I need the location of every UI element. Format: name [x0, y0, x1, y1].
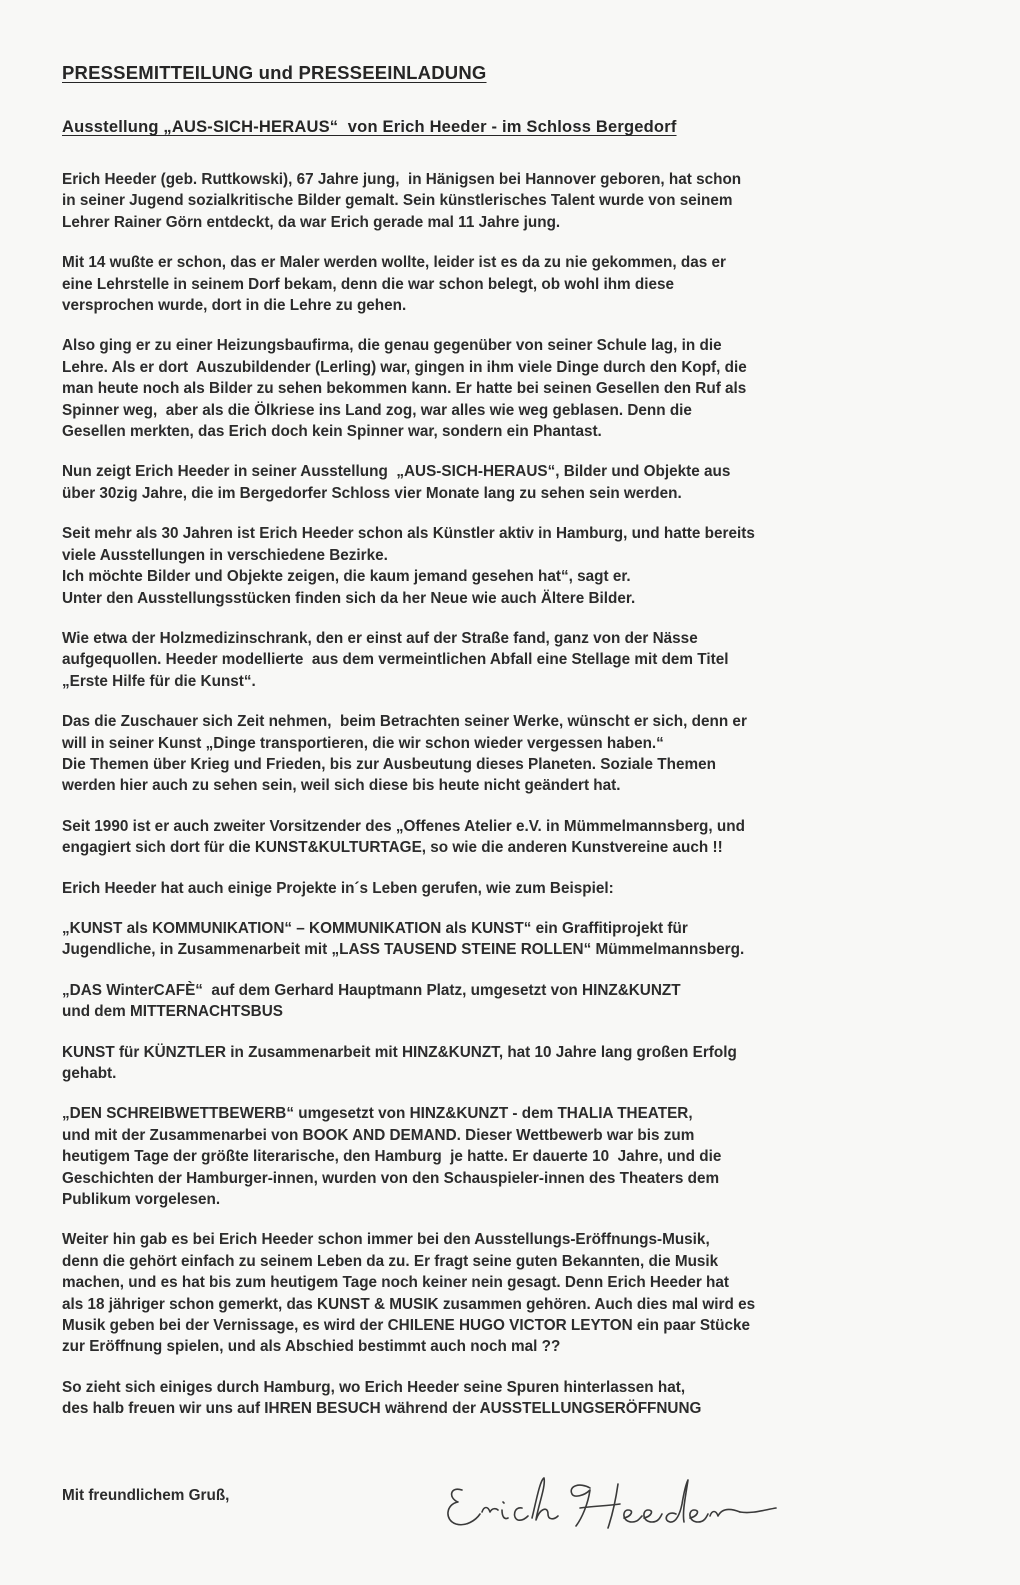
paragraph-line: Spinner weg, aber als die Ölkriese ins Land zog, war alles wie weg geblasen. Denn die [62, 401, 692, 419]
paragraph-line: viele Ausstellungen in verschiedene Bezirke. [62, 546, 388, 564]
paragraph-line: „DAS WinterCAFÈ“ auf dem Gerhard Hauptmann Platz, umgesetzt von HINZ&KUNZT [62, 981, 681, 999]
handwritten-signature [440, 1468, 800, 1548]
paragraph-line: So zieht sich einiges durch Hamburg, wo Erich Heeder seine Spuren hinterlassen hat, [62, 1378, 686, 1396]
paragraph-line: Weiter hin gab es bei Erich Heeder schon immer bei den Ausstellungs-Eröffnungs-Musik, [62, 1231, 710, 1249]
paragraph-line: des halb freuen wir uns auf IHREN BESUCH während der AUSSTELLUNGSERÖFFNUNG [62, 1400, 702, 1418]
paragraph [62, 980, 962, 1023]
paragraph [62, 461, 962, 504]
paragraph-line: Musik geben bei der Vernissage, es wird der CHILENE HUGO VICTOR LEYTON ein paar Stücke [62, 1317, 750, 1335]
paragraph-line: Lehre. Als er dort Auszubildender (Lerling) war, gingen in ihm viele Dinge durch den Kopf, die [62, 358, 747, 376]
paragraph-line: machen, und es hat bis zum heutigem Tage noch keiner nein gesagt. Denn Erich Heeder hat [62, 1274, 729, 1292]
paragraph-line: Seit 1990 ist er auch zweiter Vorsitzender des „Offenes Atelier e.V. in Mümmelmannsberg, und [62, 817, 745, 835]
paragraph-line: Ich möchte Bilder und Objekte zeigen, die kaum jemand gesehen hat“, sagt er. [62, 568, 631, 586]
paragraph-line: aufgequollen. Heeder modellierte aus dem vermeintlichen Abfall eine Stellage mit dem Titel [62, 651, 729, 669]
paragraph-line: „DEN SCHREIBWETTBEWERB“ umgesetzt von HINZ&KUNZT - dem THALIA THEATER, [62, 1105, 693, 1123]
paragraph-line: „KUNST als KOMMUNIKATION“ – KOMMUNIKATION als KUNST“ ein Graffitiprojekt für [62, 919, 688, 937]
paragraph-line: Jugendliche, in Zusammenarbeit mit „LASS TAUSEND STEINE ROLLEN“ Mümmelmannsberg. [62, 941, 745, 959]
paragraph [62, 523, 962, 609]
paragraph [62, 1377, 962, 1420]
paragraph [62, 1229, 962, 1357]
paragraph-line: Mit 14 wußte er schon, das er Maler werden wollte, leider ist es da zu nie gekommen, das er [62, 254, 726, 272]
paragraph-line: Seit mehr als 30 Jahren ist Erich Heeder schon als Künstler aktiv in Hamburg, und hatte bereits [62, 525, 755, 543]
paragraph [62, 816, 962, 859]
paragraph-line: man heute noch als Bilder zu sehen bekommen kann. Er hatte bei seinen Gesellen den Ruf als [62, 380, 747, 398]
paragraph-line: heutigem Tage der größte literarische, den Hamburg je hatte. Er dauerte 10 Jahre, und die [62, 1148, 722, 1166]
paragraph-line: und dem MITTERNACHTSBUS [62, 1003, 283, 1021]
paragraph [62, 711, 962, 797]
paragraph-line: Lehrer Rainer Görn entdeckt, da war Erich gerade mal 11 Jahre jung. [62, 213, 561, 231]
paragraph [62, 1042, 962, 1085]
paragraph-list [62, 169, 962, 1420]
paragraph [62, 878, 962, 899]
paragraph-line: versprochen wurde, dort in die Lehre zu gehen. [62, 297, 407, 315]
paragraph-line: eine Lehrstelle in seinem Dorf bekam, denn die war schon belegt, ob wohl ihm diese [62, 275, 675, 293]
paragraph-line: denn die gehört einfach zu seinem Leben da zu. Er fragt seine guten Bekannten, die Musik [62, 1252, 719, 1270]
paragraph [62, 335, 962, 442]
paragraph-line: über 30zig Jahre, die im Bergedorfer Schloss vier Monate lang zu sehen sein werden. [62, 484, 682, 502]
paragraph-line: Die Themen über Krieg und Frieden, bis zur Ausbeutung dieses Planeten. Soziale Themen [62, 755, 716, 773]
document-title: PRESSEMITTEILUNG und PRESSEEINLADUNG [62, 62, 487, 83]
paragraph [62, 918, 962, 961]
paragraph-line: als 18 jähriger schon gemerkt, das KUNST & MUSIK zusammen gehören. Auch dies mal wird es [62, 1295, 756, 1313]
paragraph-line: Erich Heeder (geb. Ruttkowski), 67 Jahre jung, in Hänigsen bei Hannover geboren, hat schon [62, 171, 742, 188]
paragraph-line: Das die Zuschauer sich Zeit nehmen, beim Betrachten seiner Werke, wünscht er sich, denn er [62, 713, 747, 731]
paragraph-line: werden hier auch zu sehen sein, weil sich diese bis heute nicht geändert hat. [62, 777, 621, 795]
paragraph-line: KUNST für KÜNZTLER in Zusammenarbeit mit HINZ&KUNZT, hat 10 Jahre lang großen Erfolg [62, 1043, 737, 1061]
document-subtitle: Ausstellung „AUS-SICH-HERAUS“ von Erich Heeder - im Schloss Bergedorf [62, 118, 677, 136]
paragraph-line: Geschichten der Hamburger-innen, wurden von den Schauspieler-innen des Theaters dem [62, 1169, 720, 1187]
paragraph-line: Also ging er zu einer Heizungsbaufirma, die genau gegenüber von seiner Schule lag, in die [62, 337, 722, 355]
paragraph-line: „Erste Hilfe für die Kunst“. [62, 672, 256, 690]
paragraph [62, 169, 962, 233]
paragraph-line: und mit der Zusammenarbei von BOOK AND DEMAND. Dieser Wettbewerb war bis zum [62, 1126, 695, 1144]
paragraph-line: Wie etwa der Holzmedizinschrank, den er einst auf der Straße fand, ganz von der Nässe [62, 629, 698, 647]
paragraph [62, 628, 962, 692]
paragraph-line: gehabt. [62, 1065, 117, 1082]
paragraph [62, 1103, 962, 1210]
paragraph-line: zur Eröffnung spielen, und als Abschied bestimmt auch noch mal ?? [62, 1338, 561, 1356]
document-body [62, 62, 962, 1439]
paragraph-line: Publikum vorgelesen. [62, 1191, 221, 1209]
paragraph-line: Erich Heeder hat auch einige Projekte in´s Leben gerufen, wie zum Beispiel: [62, 879, 614, 897]
paragraph-line: Nun zeigt Erich Heeder in seiner Ausstellung „AUS-SICH-HERAUS“, Bilder und Objekte aus [62, 463, 731, 481]
paragraph-line: Gesellen merkten, das Erich doch kein Spinner war, sondern ein Phantast. [62, 423, 602, 441]
paragraph-line: Unter den Ausstellungsstücken finden sich da her Neue wie auch Ältere Bilder. [62, 589, 636, 607]
paragraph-line: engagiert sich dort für die KUNST&KULTURTAGE, so wie die anderen Kunstvereine auch !! [62, 839, 723, 857]
paragraph [62, 252, 962, 316]
paragraph-line: will in seiner Kunst „Dinge transportieren, die wir schon wieder vergessen haben.“ [62, 734, 664, 752]
closing-greeting: Mit freundlichem Gruß, [62, 1487, 230, 1504]
paragraph-line: in seiner Jugend sozialkritische Bilder gemalt. Sein künstlerisches Talent wurde von seinem [62, 192, 733, 210]
